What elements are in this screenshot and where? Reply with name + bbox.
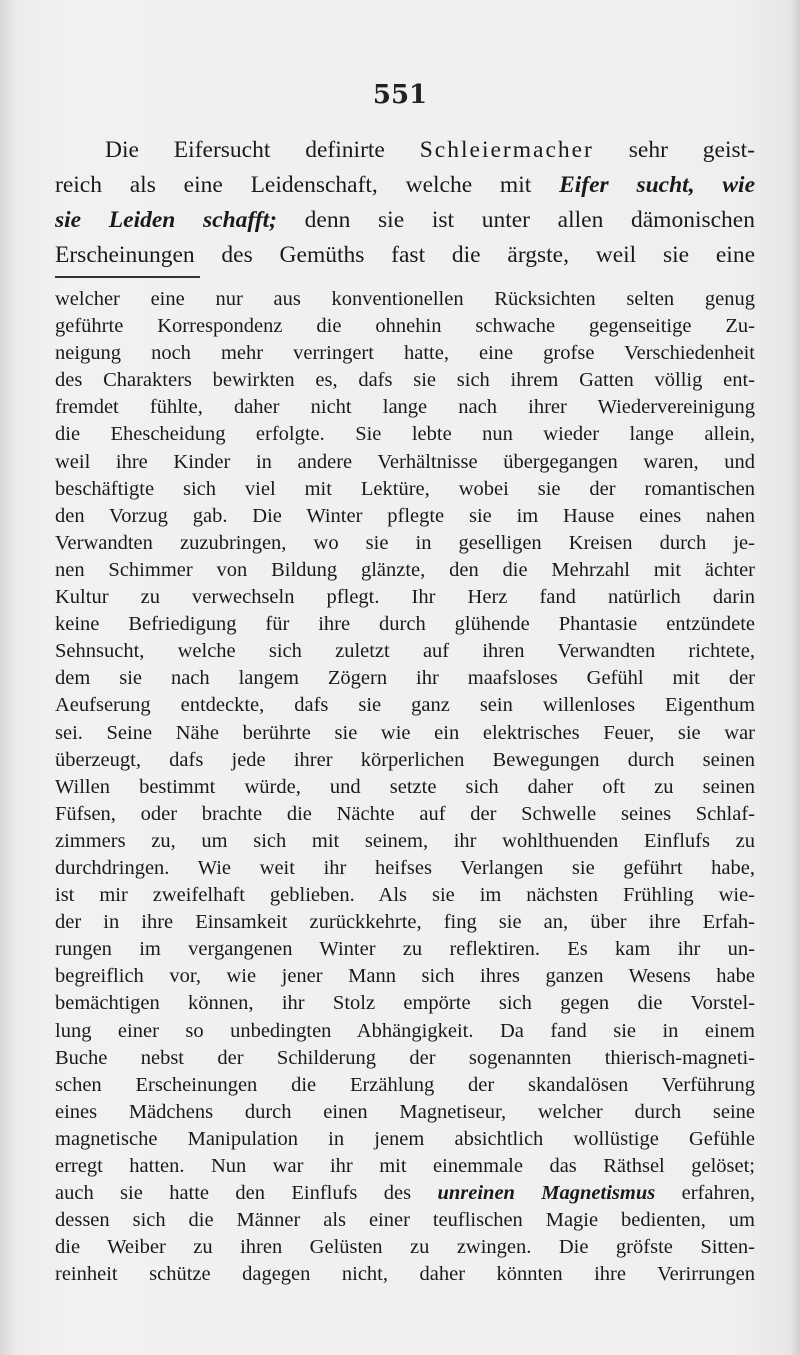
body-text-line: Kultur zu verwechseln pflegt. Ihr Herz fand natürlich darin [55,586,755,609]
body-text-line: dessen sich die Männer als einer teuflischen Magie bedienten, um [55,1209,755,1232]
body-text-line: Sehnsucht, welche sich zuletzt auf ihren Verwandten richtete, [55,640,755,663]
main-text-line [55,168,755,203]
body-text-line: beschäftigte sich viel mit Lektüre, wobei sie der romantischen [55,477,755,500]
body-text-line: begreiflich vor, wie jener Mann sich ihres ganzen Wesens habe [55,965,755,988]
italic-phrase: unreinen Magnetismus [437,1182,656,1205]
body-text-line: welcher eine nur aus konventionellen Rücksichten selten genug [55,288,755,310]
body-text-line: schen Erscheinungen die Erzählung der skandalösen Verführung [55,1073,755,1096]
body-text-line: dem sie nach langem Zögern ihr maafsloses Gefühl mit der [55,667,755,690]
page-number: 551 [372,80,428,110]
body-text-line: keine Befriedigung für ihre durch glühende Phantasie entzündete [55,613,755,636]
body-text-line: zimmers zu, um sich mit seinem, ihr wohlthuenden Einflufs zu [55,829,755,852]
body-text-line: bemächtigen können, ihr Stolz empörte sich gegen die Vorstel- [55,992,755,1015]
body-text-line: erregt hatten. Nun war ihr mit einemmale das Räthsel gelöset; [55,1155,755,1177]
text-segment: Eifer sucht, wie [559,172,755,198]
text-segment: denn sie ist unter allen dämonischen [277,207,755,233]
body-text-line: eines Mädchens durch einen Magnetiseur, welcher durch seine [55,1100,755,1123]
body-text-line: neigung noch mehr verringert hatte, eine grofse Verschiedenheit [55,342,755,365]
main-text [55,133,755,273]
body-text-line: geführte Korrespondenz die ohnehin schwache gegenseitige Zu- [55,315,755,338]
text-segment: Erscheinungen des Gemüths fast die ärgste, weil sie eine [55,242,755,268]
text-segment: sie Leiden schafft; [55,207,277,233]
text-segment: reich als eine Leidenschaft, welche mit [55,172,560,198]
body-text-line: Buche nebst der Schilderung der sogenannten thierisch-magneti- [55,1046,755,1069]
body-text-line: der in ihre Einsamkeit zurückkehrte, fing sie an, über ihre Erfah- [55,911,755,934]
footnote-rule [55,276,200,278]
main-text-line [55,203,755,238]
text-segment: Schleiermacher [419,137,594,163]
body-text-line: weil ihre Kinder in andere Verhältnisse übergegangen waren, und [55,450,755,473]
body-text-line: den Vorzug gab. Die Winter pflegte sie im Hause eines nahen [55,504,755,527]
body-text-line: Aeufserung entdeckte, dafs sie ganz sein willenloses Eigenthum [55,694,755,717]
body-text-line: magnetische Manipulation in jenem absichtlich wollüstige Gefühle [55,1127,755,1150]
body-text-line: die Weiber zu ihren Gelüsten zu zwingen. Die gröfste Sitten- [55,1236,755,1259]
continued-text [55,286,755,1288]
body-text-line: überzeugt, dafs jede ihrer körperlichen Bewegungen durch seinen [55,748,755,771]
body-text-line: auch sie hatte den Einflufs des unreinen Magnetismus erfahren, [55,1182,755,1205]
text-segment: Die Eifersucht definirte [105,137,420,163]
body-text-line: lung einer so unbedingten Abhängigkeit. Da fand sie in einem [55,1019,755,1042]
body-text-line: des Charakters bewirkten es, dafs sie sich ihrem Gatten völlig ent- [55,369,755,392]
main-text-line [55,133,755,168]
body-text-line: ist mir zweifelhaft geblieben. Als sie im nächsten Frühling wie- [55,884,755,907]
body-text-line: sei. Seine Nähe berührte sie wie ein elektrisches Feuer, sie war [55,721,755,744]
text-segment: sehr geist- [593,137,755,163]
body-text-line: fremdet fühlte, daher nicht lange nach ihrer Wiedervereinigung [55,396,755,419]
body-text-line: durchdringen. Wie weit ihr heifses Verlangen sie geführt habe, [55,856,755,879]
body-text-line: reinheit schütze dagegen nicht, daher könnten ihre Verirrungen [55,1263,755,1286]
body-text-line: die Ehescheidung erfolgte. Sie lebte nun wieder lange allein, [55,423,755,446]
body-text-line: Verwandten zuzubringen, wo sie in geselligen Kreisen durch je- [55,531,755,554]
body-text-line: Willen bestimmt würde, und setzte sich daher oft zu seinen [55,775,755,798]
body-text-line: nen Schimmer von Bildung glänzte, den die Mehrzahl mit ächter [55,558,755,581]
body-text-line: rungen im vergangenen Winter zu reflektiren. Es kam ihr un- [55,938,755,961]
body-text-line: Füfsen, oder brachte die Nächte auf der Schwelle seines Schlaf- [55,802,755,825]
main-text-line [55,238,755,273]
